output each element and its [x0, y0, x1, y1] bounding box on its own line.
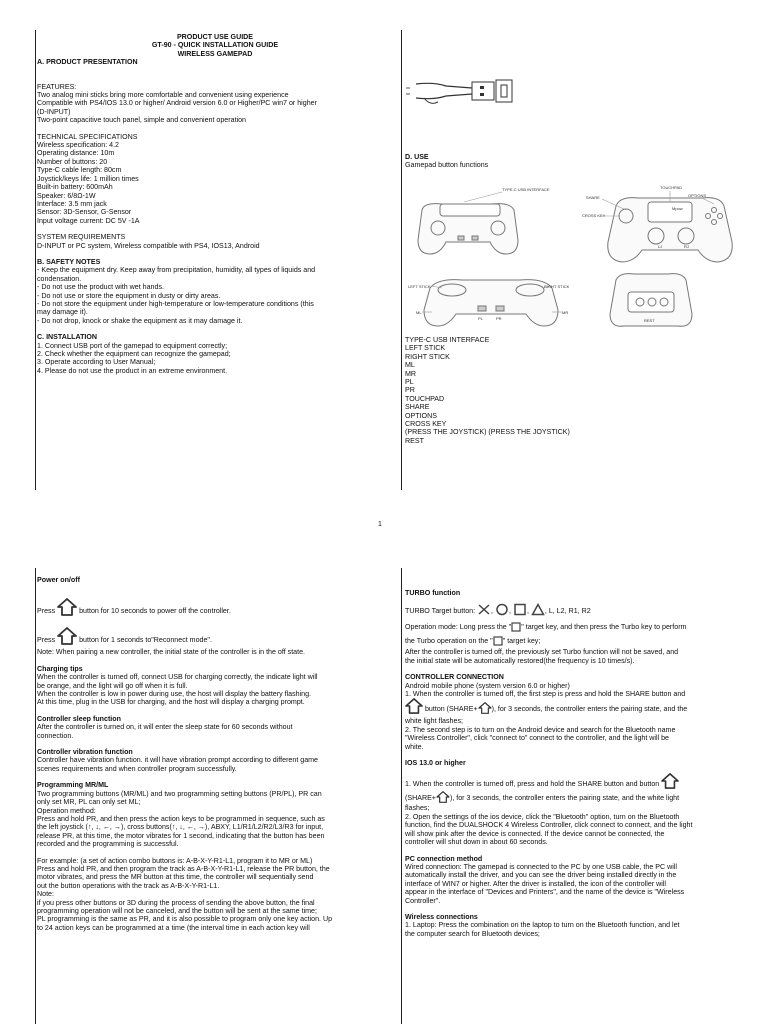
spec-line: Interface: 3.5 mm jack — [37, 199, 107, 208]
spec-line: Input voltage current: DC 5V -1A — [37, 216, 140, 225]
example-line: PL programming is the same as PR, and it is also possible to program only one key action. Up — [37, 915, 333, 924]
page-number: 1 — [378, 521, 382, 528]
sleep-line: connection. — [37, 731, 74, 740]
pc-heading: PC connection method — [405, 854, 483, 863]
ios-step-line: controller will shut down in about 60 seconds. — [405, 838, 548, 847]
legend-item: REST — [405, 436, 424, 445]
reconnect-line — [37, 627, 393, 648]
spec-line: Wireless specification: 4.2 — [37, 141, 120, 150]
pc-line: automatically install the driver, and you can see the driver being installed directly in the — [405, 871, 677, 880]
android-step-line: "Wireless Controller", click "connect to" connect to the controller, and the light will be — [405, 734, 669, 743]
diagram-label-right-stick: RIGHT STICK — [544, 284, 570, 289]
android-step-line: white light flashes; — [405, 717, 463, 726]
example-line: For example: (a set of action combo buttons is: A-B-X-Y-R1-L1, program it to MR or ML) — [37, 856, 313, 865]
wireless-line: 1. Laptop: Press the combination on the laptop to turn on the Bluetooth function, and let — [405, 921, 680, 930]
home-button-icon — [57, 627, 77, 645]
page2-right-column — [405, 589, 750, 938]
ios-step-line: will show pink after the device is connected. If the device cannot be connected, the — [405, 829, 665, 838]
turbo-mode-line-2 — [405, 634, 750, 648]
diagram-label-mr: MR — [562, 310, 569, 315]
power-off-line — [37, 598, 393, 619]
reconnect-pre: Press — [37, 636, 56, 645]
example-line: motor vibrates, and press the MR button at this time, the controller will sequentially send — [37, 873, 314, 882]
install-step: 4. Please do not use the product in an extreme environment. — [37, 366, 228, 375]
ios-step-line — [405, 773, 750, 791]
ios-step-text: 1. When the controller is turned off, press and hold the SHARE button and button — [405, 780, 660, 789]
doc-title-line-1: PRODUCT USE GUIDE — [176, 33, 254, 41]
spec-line: Joystick/keys life: 1 million times — [37, 174, 139, 183]
android-step-text: button (SHARE+ — [424, 705, 478, 714]
safety-line: condensation. — [37, 274, 82, 283]
home-button-icon — [478, 702, 492, 714]
manual-page-2 — [0, 556, 768, 1024]
diagram-label-pr: PR — [496, 316, 502, 321]
turbo-mode-text: " target key, and then press the Turbo key to perform — [521, 623, 687, 632]
feature-line: Two-point capacitive touch panel, simple and convenient operation — [37, 116, 247, 125]
ios-step-text: (SHARE+ — [405, 794, 436, 803]
left-margin-rule — [35, 568, 36, 1024]
sleep-heading: Controller sleep function — [37, 714, 121, 723]
button-legend-list — [405, 336, 745, 445]
usb-cable-illustration — [404, 74, 524, 110]
doc-title-line-2: GT-90 - QUICK INSTALLATION GUIDE — [151, 41, 279, 50]
sleep-line: After the controller is turned on, it will enter the sleep state for 60 seconds without — [37, 723, 293, 732]
section-b-heading: B. SAFETY NOTES — [37, 257, 101, 266]
diagram-label-crosskey: CROSS KEY — [582, 213, 606, 218]
square-button-icon — [513, 603, 527, 616]
section-c-heading: C. INSTALLATION — [37, 333, 98, 342]
charging-heading: Charging tips — [37, 664, 83, 673]
legend-item: LEFT STICK — [405, 344, 446, 353]
home-button-icon — [405, 698, 423, 714]
feature-line: Two analog mini sticks bring more comfortable and convenient using experience — [37, 91, 289, 100]
legend-item: PR — [405, 386, 415, 395]
spec-line: Speaker: 6/8Ω-1W — [37, 191, 96, 200]
power-off-pre: Press — [37, 607, 56, 616]
turbo-target-pre: TURBO Target button: — [405, 607, 476, 616]
section-a-heading: A. PRODUCT PRESENTATION — [37, 58, 138, 67]
diagram-label-left-stick: LEFT STICK — [408, 284, 431, 289]
diagram-label-pl: PL — [478, 316, 483, 321]
page2-left-column — [37, 576, 393, 932]
android-step-line — [405, 698, 750, 717]
center-divider-rule — [401, 568, 402, 1024]
programming-line: release PR, at this time, the motor vibrates for 1 second, indicating that the button has been — [37, 831, 325, 840]
programming-line: only set MR, PL can only set ML; — [37, 798, 141, 807]
turbo-heading: TURBO function — [405, 589, 461, 597]
legend-item: SHARE — [405, 403, 430, 412]
sysreq-line: D-INPUT or PC system, Wireless compatible with PS4, IOS13, Android — [37, 241, 260, 250]
programming-line: the left joystick (↑, ↓, ←, →), cross buttons(↑, ↓, ←, →), ABXY, L1/R1/L2/R2/L3/R3 for input, — [37, 823, 324, 832]
diagram-label-touchpad: TOUCHPAD — [660, 185, 683, 190]
spec-line: Operating distance: 10m — [37, 149, 115, 158]
turbo-target-post: , L, L2, R1, R2 — [544, 607, 591, 616]
safety-line: - Keep the equipment dry. Keep away from precipitation, humidity, all types of liquids and — [37, 266, 316, 275]
android-step-line: 1. When the controller is turned off, the first step is press and hold the SHARE button and — [405, 690, 686, 699]
turbo-mode-line-1 — [405, 620, 750, 634]
ios-step-text: ), for 3 seconds, the controller enters the pairing state, and the white light — [449, 794, 680, 803]
spec-line: Built-in battery: 600mAh — [37, 183, 113, 192]
cross-button-icon — [477, 603, 491, 616]
ios-step-line: 2. Open the settings of the ios device, click the "Bluetooth" option, turn on the Bluetooth — [405, 812, 680, 821]
diagram-label-lj: LJ — [658, 244, 663, 249]
ios-step-line — [405, 791, 750, 804]
example-line: programming operation will not be canceled, and the button will be sent at the same time; — [37, 906, 317, 915]
turbo-mode-text: Operation mode: Long press the " — [405, 623, 512, 632]
gamepad-diagram — [402, 180, 742, 336]
home-button-icon — [57, 598, 77, 616]
doc-title-line-3: WIRELESS GAMEPAD — [177, 49, 253, 58]
power-off-post: button for 10 seconds to power off the controller. — [79, 607, 231, 616]
section-d-subheading: Gamepad button functions — [405, 161, 489, 170]
diagram-label-share: SHARE — [586, 195, 600, 200]
page1-left-column — [37, 33, 393, 375]
legend-item: MR — [405, 369, 417, 378]
triangle-button-icon — [531, 603, 545, 616]
charging-line: At this time, plug in the USB for charging, and the host will display a charging prompt. — [37, 698, 305, 707]
power-heading: Power on/off — [37, 576, 80, 584]
install-step: 2. Check whether the equipment can recognize the gamepad; — [37, 350, 231, 358]
home-button-icon — [436, 791, 450, 803]
diagram-label-rj: RJ — [684, 244, 689, 249]
vibration-heading: Controller vibration function — [37, 748, 133, 757]
turbo-mode-text: " target key; — [502, 637, 541, 646]
circle-button-icon — [495, 603, 509, 616]
programming-line: recorded and the programming is successful. — [37, 840, 179, 849]
pc-line: Controller". — [405, 896, 441, 905]
vibration-line: Controller have vibration function. it will have vibration prompt according to different game — [37, 756, 319, 765]
programming-heading: Programming MR/ML — [37, 781, 109, 790]
vibration-line: scenes requirements and when controller program successfully. — [37, 764, 237, 773]
legend-item: RIGHT STICK — [405, 352, 450, 361]
wireless-line: the computer search for Bluetooth devices; — [405, 929, 540, 938]
safety-line: - Do not store the equipment under high-temperature or low-temperature conditions (this — [37, 299, 314, 308]
diagram-brand-logo: Mpow — [672, 206, 683, 211]
android-subheading: Android mobile phone (system version 6.0 or higher) — [405, 681, 570, 690]
pc-line: interface of WIN7 or higher. After the driver is installed, the icon of the controller will — [405, 879, 667, 888]
diagram-label-typec: TYPE-C USB INTERFACE — [502, 187, 550, 192]
turbo-mode-text: the Turbo operation on the " — [405, 637, 493, 646]
diagram-label-rest: REST — [644, 318, 655, 323]
android-step-line: 2. The second step is to turn on the Android device and search for the Bluetooth name — [405, 725, 676, 734]
example-line: Press and hold PR, and then program the track as A-B-X-Y-R1-L1, release the PR button, the — [37, 864, 330, 873]
android-step-text: ), for 3 seconds, the controller enters the pairing state, and the — [491, 705, 688, 714]
power-note: Note: When pairing a new controller, the initial state of the controller is in the off state. — [37, 648, 305, 657]
programming-line: Two programming buttons (MR/ML) and two programming setting buttons (PR/PL), PR can — [37, 789, 322, 798]
turbo-after-line: the initial state will be automatically restored(the frequency is 10 times/s). — [405, 656, 635, 665]
ios-step-line: flashes; — [405, 804, 430, 813]
section-d-block — [405, 153, 745, 170]
example-line: if you press other buttons or 3D during the process of sending the above button, the final — [37, 898, 315, 907]
charging-line: When the controller is turned off, connect USB for charging correctly, the indicate light will — [37, 673, 318, 682]
connection-heading: CONTROLLER CONNECTION — [405, 673, 504, 682]
specs-heading: TECHNICAL SPECIFICATIONS — [37, 132, 138, 141]
features-heading: FEATURES: — [37, 82, 77, 91]
safety-line: - Do not use the product with wet hands. — [37, 283, 164, 292]
safety-line: - Do not drop, knock or shake the equipment as it may damage it. — [37, 316, 243, 325]
feature-line: Compatible with PS4/IOS 13.0 or higher/ Android version 6.0 or Higher/PC win7 or higher — [37, 99, 317, 108]
safety-line: may damage it). — [37, 308, 88, 317]
home-button-icon — [661, 773, 679, 789]
square-button-icon — [493, 636, 503, 646]
legend-item: TOUCHPAD — [405, 394, 445, 403]
turbo-after-line: After the controller is turned off, the previously set Turbo function will not be saved, and — [405, 648, 679, 657]
diagram-label-options: OPTIONS — [688, 193, 707, 198]
safety-line: - Do not use or store the equipment in dusty or dirty areas. — [37, 291, 221, 300]
example-line: Note: — [37, 890, 54, 899]
legend-item: CROSS KEY — [405, 420, 447, 429]
charging-line: When the controller is low in power during use, the host will display the battery flashing. — [37, 690, 312, 699]
spec-line: Number of buttons: 20 — [37, 157, 108, 166]
android-step-line: white. — [405, 742, 424, 751]
programming-line: Operation method: — [37, 806, 96, 815]
pc-line: appear in the interface of "Devices and Printers", and the name of the device is "Wireless — [405, 888, 685, 897]
ios-step-line: function, find the DUALSHOCK 4 Wireless Controller, click connect to connect, and the light — [405, 821, 693, 830]
spec-line: Sensor: 3D-Sensor, G-Sensor — [37, 208, 132, 217]
sysreq-heading: SYSTEM REQUIREMENTS — [37, 233, 126, 242]
programming-line: Press and hold PR, and then press the action keys to be programmed in sequence, such as — [37, 814, 325, 823]
charging-line: be orange, and the light will go off when it is full. — [37, 681, 188, 690]
legend-item: PL — [405, 378, 414, 387]
install-step: 3. Operate according to User Manual; — [37, 358, 156, 367]
reconnect-post: button for 1 seconds to"Reconnect mode". — [79, 636, 212, 645]
legend-item: (PRESS THE JOYSTICK) (PRESS THE JOYSTICK) — [405, 428, 570, 437]
legend-item: TYPE-C USB INTERFACE — [405, 336, 490, 344]
square-button-icon — [511, 622, 521, 632]
turbo-target-line: TURBO Target button: , , , , L, L2, R1, R2 — [405, 603, 750, 618]
install-step: 1. Connect USB port of the gamepad to equipment correctly; — [37, 341, 228, 350]
left-margin-rule — [35, 30, 36, 490]
pc-line: Wired connection: The gamepad is connected to the PC by one USB cable, the PC will — [405, 862, 677, 871]
example-line: to 24 action keys can be programmed at a time (the interval time in each action key will — [37, 923, 310, 932]
legend-item: ML — [405, 361, 415, 370]
wireless-heading: Wireless connections — [405, 912, 478, 921]
example-line: out the button operations with the track as A-B-X-Y-R1-L1. — [37, 881, 220, 890]
ios-heading: IOS 13.0 or higher — [405, 759, 466, 768]
spec-line: Type-C cable length: 80cm — [37, 166, 122, 175]
legend-item: OPTIONS — [405, 411, 437, 420]
feature-line: (D-INPUT) — [37, 107, 71, 116]
section-d-heading: D. USE — [405, 153, 429, 161]
diagram-label-ml: ML — [416, 310, 422, 315]
